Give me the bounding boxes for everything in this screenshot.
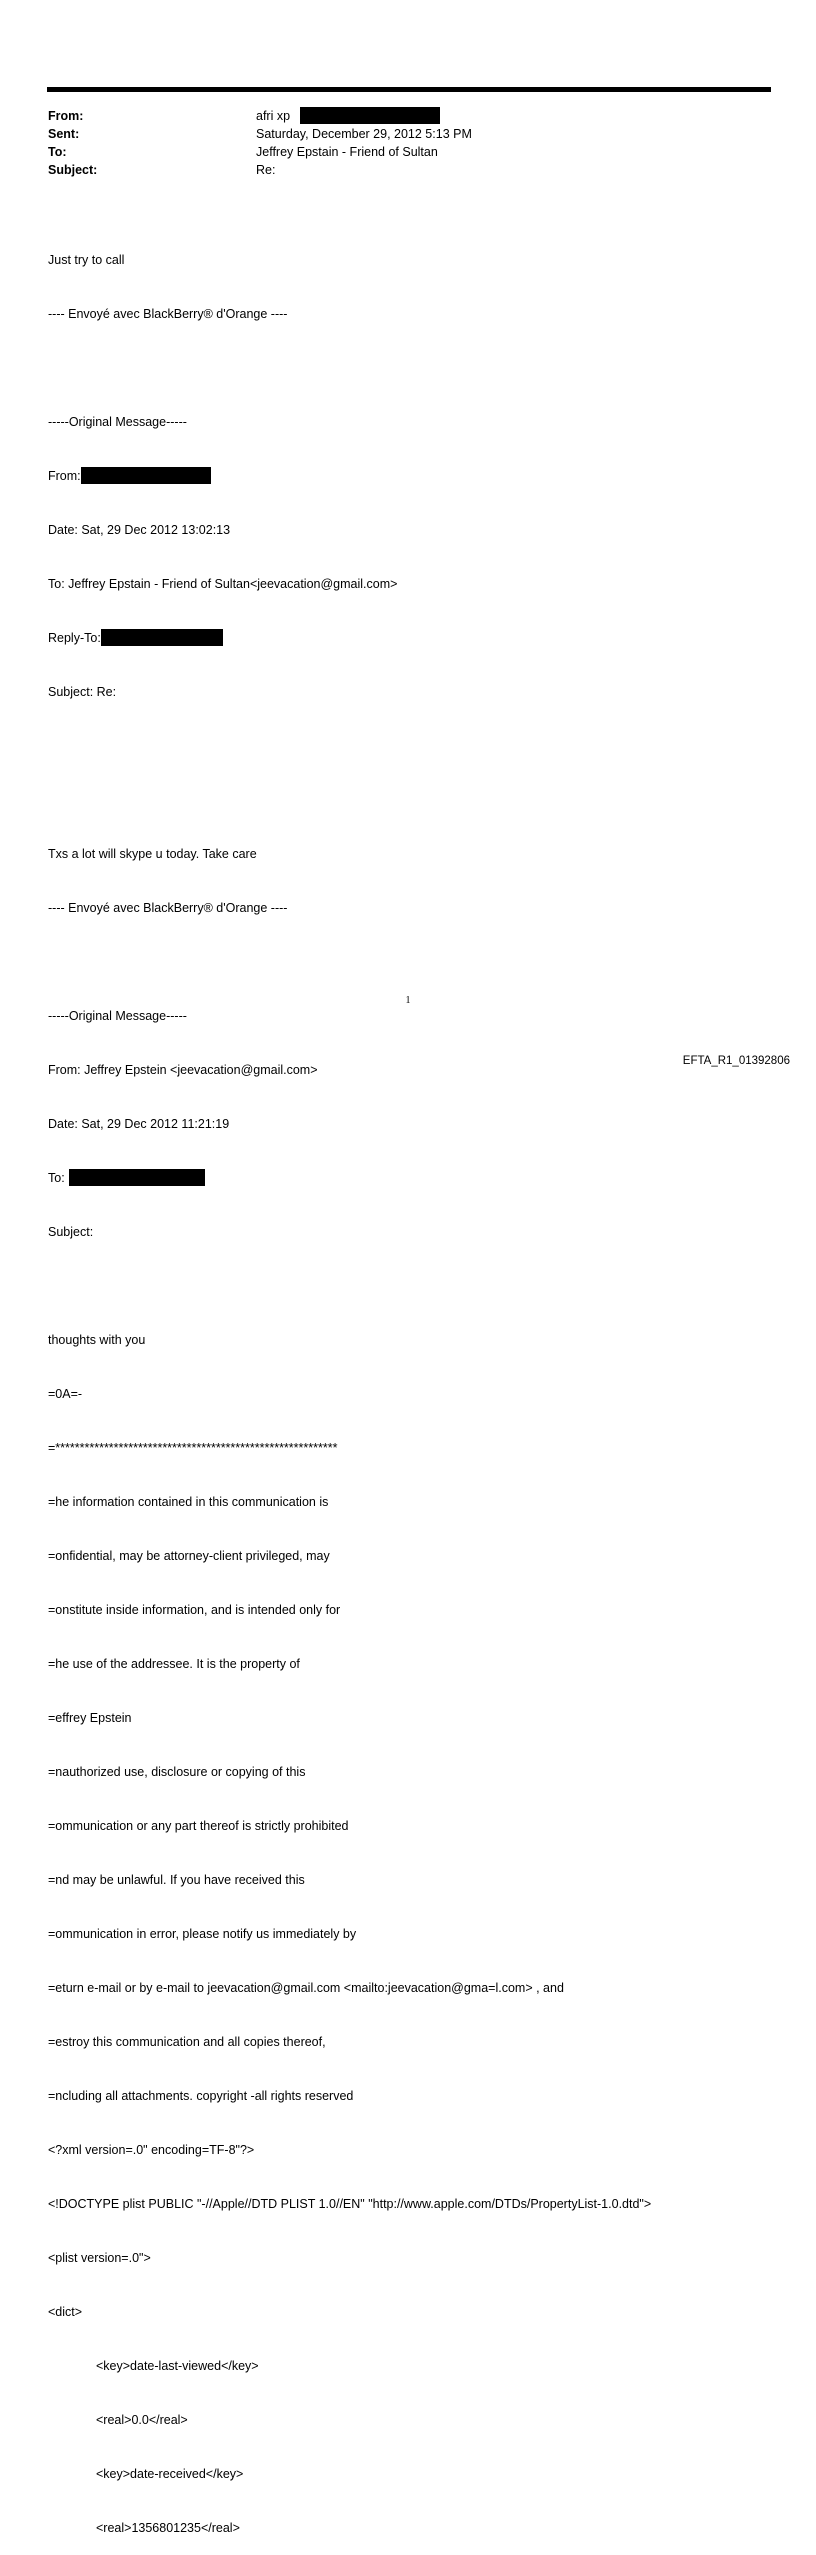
body-line: Date: Sat, 29 Dec 2012 11:21:19 (48, 1117, 230, 1131)
body-line: =nauthorized use, disclosure or copying of this (48, 1765, 306, 1779)
redaction-box (101, 629, 223, 646)
to-label-inline: To: (48, 1171, 65, 1185)
redaction-box (69, 1169, 205, 1186)
body-line: thoughts with you (48, 1333, 146, 1347)
body-line: <!DOCTYPE plist PUBLIC "-//Apple//DTD PLIST 1.0//EN" "http://www.apple.com/DTDs/PropertyList-1.0.dtd"> (48, 2197, 652, 2211)
body-line (48, 791, 788, 809)
to-label: To: (48, 145, 67, 159)
body-line: =ommunication in error, please notify us immediately by (48, 1927, 357, 1941)
body-line (48, 737, 788, 755)
email-body (48, 215, 788, 2555)
body-line: =nd may be unlawful. If you have received this (48, 1873, 305, 1887)
body-line: <real>1356801235</real> (96, 2521, 240, 2535)
sent-label: Sent: (48, 127, 80, 141)
page-number: 1 (405, 995, 411, 1006)
body-line: =he use of the addressee. It is the property of (48, 1657, 300, 1671)
body-line (48, 629, 788, 647)
body-line: <real>0.0</real> (96, 2413, 188, 2427)
document-id: EFTA_R1_01392806 (682, 1055, 790, 1067)
body-line: =0A=- (48, 1387, 83, 1401)
body-line: =estroy this communication and all copies thereof, (48, 2035, 326, 2049)
body-line: <key>date-last-viewed</key> (96, 2359, 259, 2373)
sent-value: Saturday, December 29, 2012 5:13 PM (256, 127, 472, 141)
body-line: ---- Envoyé avec BlackBerry® d'Orange ---- (48, 901, 288, 915)
from-value (256, 107, 440, 125)
body-line: ---- Envoyé avec BlackBerry® d'Orange ---- (48, 307, 288, 321)
reply-to-label: Reply-To: (48, 631, 101, 645)
body-line (48, 1277, 788, 1295)
subject-value: Re: (256, 163, 276, 177)
body-line: From: Jeffrey Epstein <jeevacation@gmail.com> (48, 1063, 318, 1077)
body-line: =ncluding all attachments. copyright -all rights reserved (48, 2089, 354, 2103)
body-line (48, 359, 788, 377)
to-value: Jeffrey Epstain - Friend of Sultan (256, 145, 438, 159)
body-line: =effrey Epstein (48, 1711, 132, 1725)
body-line: =eturn e-mail or by e-mail to jeevacation@gmail.com <mailto:jeevacation@gma=l.com> , and (48, 1981, 564, 1995)
body-line: =he information contained in this communication is (48, 1495, 329, 1509)
body-line: -----Original Message----- (48, 415, 187, 429)
body-line: <key>date-received</key> (96, 2467, 244, 2481)
body-line: Just try to call (48, 253, 125, 267)
body-line: <dict> (48, 2305, 83, 2319)
body-line: -----Original Message----- (48, 1009, 187, 1023)
redaction-box (300, 107, 440, 124)
from-label-inline: From: (48, 469, 81, 483)
body-line: To: Jeffrey Epstain - Friend of Sultan<jeevacation@gmail.com> (48, 577, 398, 591)
body-line (48, 1169, 788, 1187)
body-line: =onfidential, may be attorney-client privileged, may (48, 1549, 330, 1563)
body-line (48, 467, 788, 485)
from-name: afri xp (256, 109, 291, 123)
body-line: Txs a lot will skype u today. Take care (48, 847, 257, 861)
body-line (48, 953, 788, 971)
body-line: <plist version=.0"> (48, 2251, 151, 2265)
subject-label: Subject: (48, 163, 98, 177)
body-line: <?xml version=.0" encoding=TF-8"?> (48, 2143, 255, 2157)
redaction-box (81, 467, 211, 484)
body-line: Subject: Re: (48, 685, 117, 699)
body-line: Date: Sat, 29 Dec 2012 13:02:13 (48, 523, 231, 537)
body-line: =ommunication or any part thereof is strictly prohibited (48, 1819, 349, 1833)
body-line: =********************************************************** (48, 1441, 338, 1455)
body-line: Subject: (48, 1225, 94, 1239)
body-line: =onstitute inside information, and is intended only for (48, 1603, 341, 1617)
from-label: From: (48, 109, 84, 123)
header-divider (47, 87, 771, 92)
